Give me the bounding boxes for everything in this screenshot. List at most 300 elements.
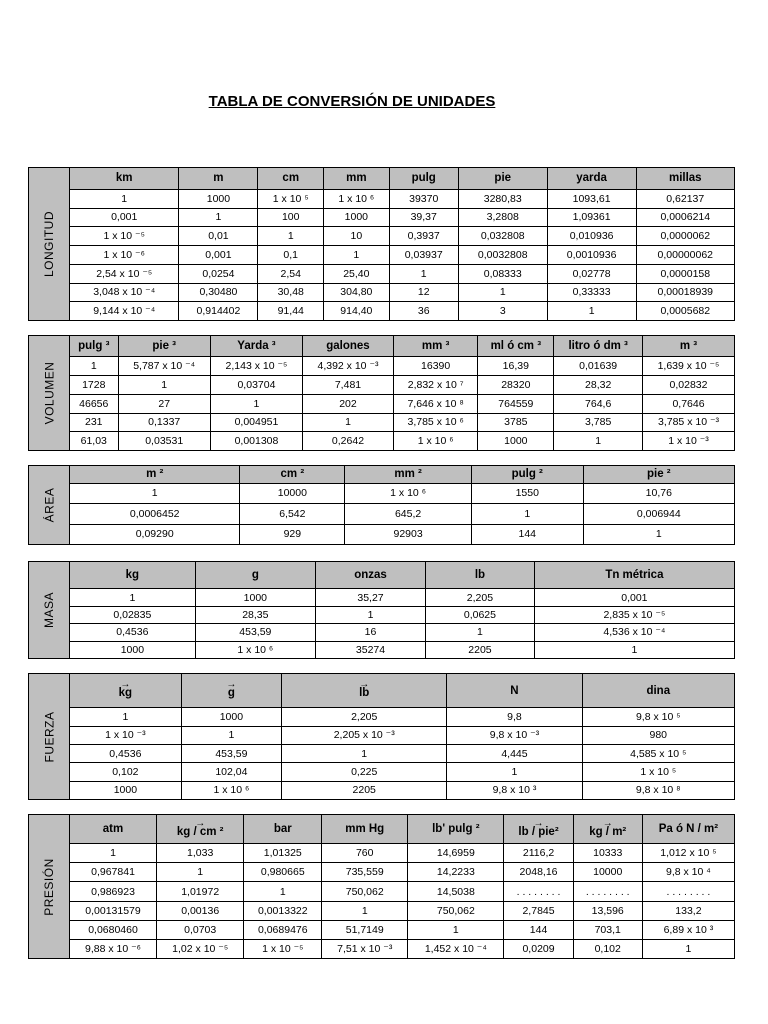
table-cell: 703,1	[573, 920, 642, 939]
table-cell: 13,596	[573, 901, 642, 920]
table-cell: 304,80	[324, 283, 390, 302]
column-header	[181, 674, 281, 708]
table-cell: 1 x 10 ⁶	[324, 189, 390, 208]
table-row	[70, 375, 734, 394]
table-cell: 0,30480	[179, 283, 258, 302]
table-cell: 1728	[70, 375, 118, 394]
presion-label-text: PRESIÓN	[42, 857, 57, 916]
fuerza-side-label	[29, 674, 70, 799]
table-cell: 10333	[573, 844, 642, 863]
column-header	[408, 815, 504, 844]
fuerza-section	[28, 673, 735, 800]
column-header-text: mm	[346, 172, 367, 185]
table-cell: 1	[70, 844, 157, 863]
table-cell: 91,44	[258, 302, 324, 320]
column-header-text: → lb	[359, 681, 369, 700]
table-cell: 914,40	[324, 302, 390, 320]
table-cell: 5,787 x 10 ⁻⁴	[118, 357, 210, 376]
table-cell: 1	[471, 504, 583, 525]
header-row	[70, 336, 734, 357]
table-cell: 4,392 x 10 ⁻³	[303, 357, 394, 376]
table-cell: 0,02778	[547, 264, 636, 283]
table-cell: 1,452 x 10 ⁻⁴	[408, 940, 504, 958]
column-header	[447, 674, 582, 708]
table-cell: 4,536 x 10 ⁻⁴	[534, 624, 734, 641]
table-cell: 1	[179, 208, 258, 227]
presion-table	[70, 815, 734, 958]
table-cell: 0,001	[179, 246, 258, 265]
table-cell: 9,8 x 10 ⁵	[582, 708, 734, 726]
table-cell: 1 x 10 ⁻⁶	[70, 246, 179, 265]
table-cell: 1000	[324, 208, 390, 227]
table-row	[70, 504, 734, 525]
table-row	[70, 940, 734, 958]
column-header-text: → kg / m²	[589, 820, 626, 839]
table-cell: 1	[583, 524, 734, 544]
table-cell: 1	[70, 357, 118, 376]
header-row	[70, 674, 734, 708]
table-row	[70, 624, 734, 641]
column-header-text: yarda	[576, 172, 607, 185]
masa-label-text: MASA	[41, 591, 56, 629]
column-header	[303, 336, 394, 357]
table-cell: 3,2808	[458, 208, 547, 227]
column-header-text: kg	[125, 569, 140, 582]
table-cell: 0,09290	[70, 524, 240, 544]
table-cell: 0,4536	[70, 745, 181, 763]
table-cell: 30,48	[258, 283, 324, 302]
column-header-text: mm ²	[394, 468, 422, 481]
table-cell: 0,03531	[118, 432, 210, 450]
column-header	[471, 466, 583, 483]
table-cell: 4,445	[447, 745, 582, 763]
column-header-text: cm ²	[280, 468, 305, 481]
table-cell: 9,88 x 10 ⁻⁶	[70, 940, 157, 958]
table-cell: 2205	[426, 641, 535, 658]
table-cell: 929	[240, 524, 345, 544]
table-cell: 0,03937	[389, 246, 458, 265]
table-cell: 9,8	[447, 708, 582, 726]
table-row	[70, 763, 734, 781]
table-cell: 0,7646	[643, 394, 735, 413]
table-cell: 1	[181, 726, 281, 744]
table-cell: 750,062	[322, 882, 408, 901]
table-cell: 133,2	[642, 901, 734, 920]
column-header-text: pulg ³	[78, 340, 110, 352]
table-row	[70, 901, 734, 920]
column-header-text: pie	[494, 172, 512, 185]
table-cell: 1 x 10 ⁻³	[643, 432, 735, 450]
area-side-label	[29, 466, 70, 544]
table-cell: 1000	[195, 589, 315, 606]
table-cell: 2,143 x 10 ⁻⁵	[210, 357, 302, 376]
column-header-text: bar	[273, 823, 292, 836]
column-header	[534, 562, 734, 589]
column-header-text: cm	[282, 172, 300, 185]
table-cell: 202	[303, 394, 394, 413]
table-cell: 2205	[282, 781, 447, 799]
table-cell: 61,03	[70, 432, 118, 450]
column-header-text: litro ó dm ³	[568, 340, 628, 352]
table-cell: 16,39	[478, 357, 554, 376]
table-cell: 10,76	[583, 483, 734, 504]
table-cell: 16	[315, 624, 425, 641]
table-cell: 0,010936	[547, 227, 636, 246]
table-row	[70, 483, 734, 504]
table-cell: 0,102	[573, 940, 642, 958]
area-label-text: ÁREA	[42, 487, 56, 523]
column-header	[636, 168, 734, 189]
column-header	[70, 168, 179, 189]
table-cell: 3,785 x 10 ⁶	[393, 413, 477, 432]
header-row	[70, 168, 734, 189]
column-header-text: pulg ²	[511, 468, 543, 481]
volumen-side-label	[29, 336, 70, 450]
table-cell: 0,914402	[179, 302, 258, 320]
table-cell: 2,54	[258, 264, 324, 283]
table-cell: 0,00131579	[70, 901, 157, 920]
table-cell: 231	[70, 413, 118, 432]
longitud-table	[70, 168, 734, 320]
column-header-text: → g	[226, 681, 236, 700]
table-cell: 1	[157, 863, 244, 882]
table-cell: 0,032808	[458, 227, 547, 246]
table-row	[70, 589, 734, 606]
table-cell: 0,980665	[244, 863, 322, 882]
table-cell: 0,0703	[157, 920, 244, 939]
table-cell: 28,35	[195, 606, 315, 623]
table-cell: 1000	[181, 708, 281, 726]
table-row	[70, 920, 734, 939]
table-cell: 7,481	[303, 375, 394, 394]
table-cell: 1	[554, 432, 643, 450]
table-cell: 0,01639	[554, 357, 643, 376]
table-cell: 0,001	[70, 208, 179, 227]
column-header	[547, 168, 636, 189]
table-cell: 1	[389, 264, 458, 283]
table-cell: 1000	[179, 189, 258, 208]
masa-section	[28, 561, 735, 659]
table-cell: 1550	[471, 483, 583, 504]
table-cell: 14,6959	[408, 844, 504, 863]
column-header	[118, 336, 210, 357]
table-cell: 1 x 10 ⁻³	[70, 726, 181, 744]
column-header	[582, 674, 734, 708]
column-header	[504, 815, 573, 844]
table-cell: 1000	[70, 641, 195, 658]
table-cell: 2116,2	[504, 844, 573, 863]
table-cell: 51,7149	[322, 920, 408, 939]
column-header-text: atm	[102, 823, 124, 836]
table-row	[70, 708, 734, 726]
column-header-text: m ²	[146, 468, 164, 481]
column-header-text: dina	[646, 684, 671, 697]
table-cell: 28,32	[554, 375, 643, 394]
table-cell: 1	[70, 483, 240, 504]
table-row	[70, 863, 734, 882]
table-cell: . . . . . . . .	[642, 882, 734, 901]
table-cell: 0,0005682	[636, 302, 734, 320]
table-cell: 0,1	[258, 246, 324, 265]
table-row	[70, 726, 734, 744]
column-header	[643, 336, 735, 357]
table-cell: 2,205	[282, 708, 447, 726]
table-cell: 0,967841	[70, 863, 157, 882]
column-header-text: g	[251, 569, 259, 582]
column-header-text: N	[510, 684, 519, 697]
table-cell: 0,4536	[70, 624, 195, 641]
column-header-text: → kg / cm ²	[177, 820, 224, 839]
table-cell: 12	[389, 283, 458, 302]
table-cell: 1	[547, 302, 636, 320]
table-row	[70, 641, 734, 658]
column-header-text: millas	[668, 172, 702, 185]
table-cell: 1	[118, 375, 210, 394]
table-cell: 0,0013322	[244, 901, 322, 920]
table-cell: 25,40	[324, 264, 390, 283]
column-header	[426, 562, 535, 589]
masa-side-label	[29, 562, 70, 658]
column-header	[282, 674, 447, 708]
column-header-text: Yarda ³	[237, 340, 276, 352]
column-header	[157, 815, 244, 844]
longitud-section	[28, 167, 735, 321]
table-cell: 1	[282, 745, 447, 763]
presion-side-label	[29, 815, 70, 958]
table-cell: 0,03704	[210, 375, 302, 394]
table-cell: 1000	[70, 781, 181, 799]
table-cell: 1093,61	[547, 189, 636, 208]
table-cell: 1 x 10 ⁵	[582, 763, 734, 781]
table-cell: 2048,16	[504, 863, 573, 882]
table-cell: 102,04	[181, 763, 281, 781]
table-cell: 27	[118, 394, 210, 413]
header-row	[70, 815, 734, 844]
column-header-text: Pa ó N / m²	[658, 823, 719, 836]
table-row	[70, 357, 734, 376]
table-cell: 1	[70, 589, 195, 606]
column-header	[244, 815, 322, 844]
table-row	[70, 394, 734, 413]
table-cell: 1 x 10 ⁶	[393, 432, 477, 450]
column-header-text: lb	[474, 569, 486, 582]
volumen-section	[28, 335, 735, 451]
table-row	[70, 781, 734, 799]
table-cell: 92903	[345, 524, 472, 544]
page-title: TABLA DE CONVERSIÓN DE UNIDADES	[208, 93, 496, 110]
table-row	[70, 524, 734, 544]
table-cell: 0,006944	[583, 504, 734, 525]
table-cell: 0,62137	[636, 189, 734, 208]
table-cell: 0,0209	[504, 940, 573, 958]
table-cell: 0,0625	[426, 606, 535, 623]
table-cell: 2,832 x 10 ⁷	[393, 375, 477, 394]
table-cell: 1 x 10 ⁵	[258, 189, 324, 208]
table-cell: 0,102	[70, 763, 181, 781]
presion-section	[28, 814, 735, 959]
table-cell: 10000	[240, 483, 345, 504]
table-row	[70, 189, 734, 208]
table-cell: 2,205	[426, 589, 535, 606]
table-cell: 39370	[389, 189, 458, 208]
column-header-text: pulg	[411, 172, 436, 185]
column-header-text: → kg	[119, 681, 132, 700]
table-cell: 16390	[393, 357, 477, 376]
table-cell: 0,02832	[643, 375, 735, 394]
table-row	[70, 264, 734, 283]
column-header	[478, 336, 554, 357]
table-cell: 3,785 x 10 ⁻³	[643, 413, 735, 432]
table-cell: 0,986923	[70, 882, 157, 901]
table-cell: 1 x 10 ⁻⁵	[70, 227, 179, 246]
table-cell: 0,0254	[179, 264, 258, 283]
table-cell: 0,001	[534, 589, 734, 606]
table-cell: 3	[458, 302, 547, 320]
table-cell: 750,062	[408, 901, 504, 920]
table-cell: 6,89 x 10 ³	[642, 920, 734, 939]
column-header-text: m	[213, 172, 224, 185]
table-cell: 764559	[478, 394, 554, 413]
table-cell: 1,01972	[157, 882, 244, 901]
table-cell: 6,542	[240, 504, 345, 525]
table-cell: 0,0032808	[458, 246, 547, 265]
table-row	[70, 745, 734, 763]
table-cell: 4,585 x 10 ⁵	[582, 745, 734, 763]
column-header	[179, 168, 258, 189]
table-cell: 9,8 x 10 ⁴	[642, 863, 734, 882]
table-cell: 1	[447, 763, 582, 781]
table-cell: 39,37	[389, 208, 458, 227]
masa-table	[70, 562, 734, 658]
table-cell: 14,5038	[408, 882, 504, 901]
column-header	[258, 168, 324, 189]
table-cell: 1 x 10 ⁶	[345, 483, 472, 504]
table-row	[70, 227, 734, 246]
table-cell: 3,048 x 10 ⁻⁴	[70, 283, 179, 302]
fuerza-label-text: FUERZA	[42, 711, 56, 762]
fuerza-table	[70, 674, 734, 799]
column-header-text: pie ³	[152, 340, 177, 352]
column-header	[393, 336, 477, 357]
table-cell: 35274	[315, 641, 425, 658]
table-cell: 0,0006214	[636, 208, 734, 227]
volumen-table	[70, 336, 734, 450]
table-cell: 1000	[478, 432, 554, 450]
table-cell: 980	[582, 726, 734, 744]
table-cell: 0,1337	[118, 413, 210, 432]
table-cell: 0,0000158	[636, 264, 734, 283]
table-cell: 764,6	[554, 394, 643, 413]
table-cell: 3280,83	[458, 189, 547, 208]
table-cell: 1,02 x 10 ⁻⁵	[157, 940, 244, 958]
table-cell: 0,001308	[210, 432, 302, 450]
table-cell: 1,01325	[244, 844, 322, 863]
table-cell: 100	[258, 208, 324, 227]
table-cell: 1	[408, 920, 504, 939]
table-cell: 0,3937	[389, 227, 458, 246]
table-cell: 0,0680460	[70, 920, 157, 939]
table-cell: . . . . . . . .	[573, 882, 642, 901]
table-cell: 1	[324, 246, 390, 265]
table-cell: 1,033	[157, 844, 244, 863]
table-cell: 36	[389, 302, 458, 320]
table-cell: 760	[322, 844, 408, 863]
table-cell: 2,835 x 10 ⁻⁵	[534, 606, 734, 623]
column-header	[70, 674, 181, 708]
column-header	[554, 336, 643, 357]
column-header	[70, 815, 157, 844]
column-header	[642, 815, 734, 844]
column-header-text: pie ²	[646, 468, 671, 481]
table-cell: 1	[322, 901, 408, 920]
table-row	[70, 432, 734, 450]
area-section	[28, 465, 735, 545]
table-cell: 10	[324, 227, 390, 246]
table-cell: 1	[642, 940, 734, 958]
longitud-label-text: LONGITUD	[42, 210, 57, 278]
column-header	[324, 168, 390, 189]
table-row	[70, 208, 734, 227]
table-cell: 0,0000062	[636, 227, 734, 246]
column-header-text: → lb / pie²	[518, 820, 558, 839]
table-row	[70, 283, 734, 302]
column-header	[315, 562, 425, 589]
table-cell: 453,59	[195, 624, 315, 641]
table-cell: 735,559	[322, 863, 408, 882]
area-table	[70, 466, 734, 544]
table-cell: 1	[315, 606, 425, 623]
table-cell: 0,01	[179, 227, 258, 246]
table-row	[70, 606, 734, 623]
table-cell: 7,51 x 10 ⁻³	[322, 940, 408, 958]
table-cell: 0,00136	[157, 901, 244, 920]
column-header	[345, 466, 472, 483]
column-header	[240, 466, 345, 483]
table-row	[70, 246, 734, 265]
table-cell: 0,33333	[547, 283, 636, 302]
table-row	[70, 844, 734, 863]
volumen-label-text: VOLUMEN	[42, 361, 56, 425]
table-cell: 14,2233	[408, 863, 504, 882]
table-cell: 1	[258, 227, 324, 246]
table-cell: 9,8 x 10 ⁻³	[447, 726, 582, 744]
table-cell: 0,2642	[303, 432, 394, 450]
table-cell: 2,205 x 10 ⁻³	[282, 726, 447, 744]
table-cell: 1	[210, 394, 302, 413]
table-cell: 1	[244, 882, 322, 901]
table-cell: 2,54 x 10 ⁻⁵	[70, 264, 179, 283]
table-cell: 46656	[70, 394, 118, 413]
table-cell: 453,59	[181, 745, 281, 763]
table-cell: 0,004951	[210, 413, 302, 432]
column-header	[70, 336, 118, 357]
column-header-text: m ³	[679, 340, 698, 352]
table-cell: 0,225	[282, 763, 447, 781]
table-cell: 10000	[573, 863, 642, 882]
table-cell: 9,8 x 10 ³	[447, 781, 582, 799]
table-cell: 0,00000062	[636, 246, 734, 265]
table-cell: 1,012 x 10 ⁵	[642, 844, 734, 863]
table-cell: 9,144 x 10 ⁻⁴	[70, 302, 179, 320]
table-row	[70, 302, 734, 320]
header-row	[70, 562, 734, 589]
table-cell: 1	[534, 641, 734, 658]
table-cell: 1	[426, 624, 535, 641]
table-cell: 1 x 10 ⁶	[195, 641, 315, 658]
header-row	[70, 466, 734, 483]
column-header	[389, 168, 458, 189]
column-header-text: mm Hg	[345, 823, 385, 836]
